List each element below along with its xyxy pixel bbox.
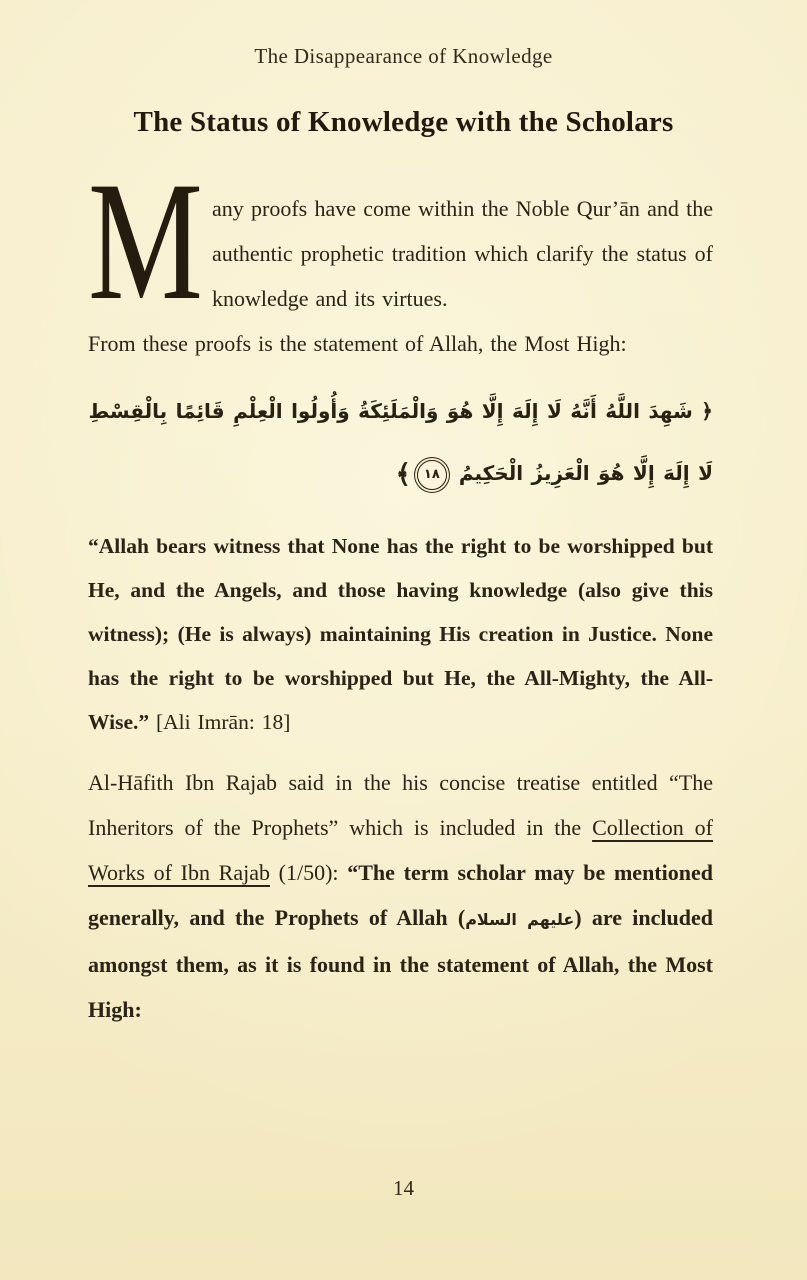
citation-reference: (1/50): [269, 859, 348, 885]
book-title-underlined: Collection of Works of Ibn Rajab [88, 814, 713, 885]
arabic-verse-line-2-text: لَا إِلَهَ إِلَّا هُوَ الْعَزِيزُ الْحَكِيمُ [458, 461, 713, 485]
translation-quote: “Allah bears witness that None has the right to be worshipped but He, and the Angels, and those having knowledge (also give this witness); (He is always) maintaining His creation in Justice. None has the right to be worshipped but He, the All-Mighty, the All-Wise.” [88, 533, 713, 734]
page-number: 14 [393, 1176, 414, 1200]
verse-closing-bracket-icon: ﴾ [395, 459, 411, 490]
lead-in-line: From these proofs is the statement of Allah, the Most High: [88, 331, 627, 356]
ayah-number-ornament: ١٨ [417, 460, 447, 490]
scholar-quote-end: ) are included amongst them, as it is found in the statement of Allah, the Most High: [88, 904, 713, 1022]
arabic-verse-line-2 [88, 442, 713, 506]
verse-reference: [Ali Imrān: 18] [149, 709, 291, 734]
quran-verse-arabic [88, 380, 713, 506]
scholar-quote-start: “The term scholar may be mentioned generally, and the Prophets of Allah ( [88, 859, 713, 930]
arabic-verse-line-1: ﴿ شَهِدَ اللَّهُ أَنَّهُ لَا إِلَهَ إِلَّا هُوَ وَالْمَلَئِكَةُ وَأُولُوا الْعِلْمِ قَائِمًا بِالْقِسْطِ [88, 399, 713, 423]
ibn-rajab-text-start: Al-Hāfith Ibn Rajab said in the his concise treatise entitled “The Inheritors of the Prophets” which is included in the [88, 769, 713, 840]
translation-paragraph [88, 524, 713, 744]
body-text [88, 147, 713, 1032]
ibn-rajab-paragraph [88, 760, 713, 1032]
dropcap-letter: M [88, 147, 203, 335]
opening-paragraph-text: any proofs have come within the Noble Qur’ān and the authentic prophetic tradition which clarify the status of knowledge and its virtues. [212, 196, 713, 311]
running-header: The Disappearance of Knowledge [254, 44, 553, 68]
chapter-title: The Status of Knowledge with the Scholars [133, 106, 674, 138]
opening-paragraph [88, 147, 713, 335]
arabic-honorific: عليهم السلام [465, 909, 575, 929]
